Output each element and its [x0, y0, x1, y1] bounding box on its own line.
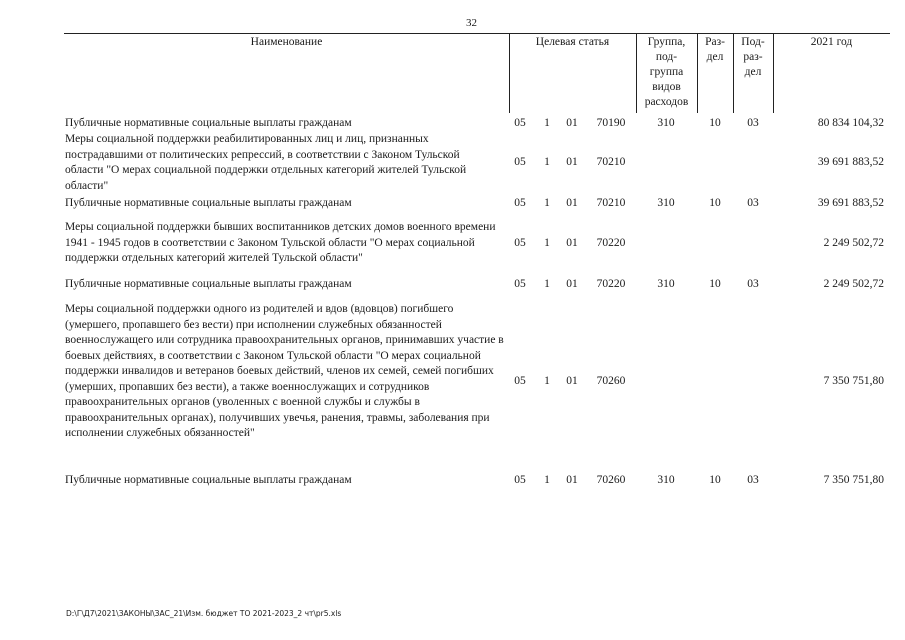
- row-code-3: 01: [566, 156, 578, 168]
- row-name: Меры социальной поддержки одного из родителей и вдов (вдовцов) погибшего (умершего, пропавшего без вести) при исполнении служебных обязанностей военнослужащего или сотрудника правоохранительных органов, принимавших участие в боевых действиях, в соответствии с Законом Тульской области "О мерах социальной поддержки инвалидов и ветеранов боевых действий, членов их семей, семей погибших (умерших, пропавших без вести), а также военнослужащих и сотрудников правоохранительных органов (уволенных с военной службы и службы в правоохранительных органах), получивших увечья, ранения, травмы, заболевания при исполнении служебных обязанностей": [65, 303, 504, 439]
- row-amount: 2 249 502,72: [823, 237, 884, 249]
- row-code-3: 01: [566, 474, 578, 486]
- row-code-2: 1: [544, 237, 550, 249]
- row-code-3: 01: [566, 117, 578, 129]
- row-code-2: 1: [544, 117, 550, 129]
- header-subsection: Под- раз- дел: [741, 36, 765, 78]
- header-section: Раз- дел: [705, 36, 725, 63]
- row-section: 10: [709, 197, 721, 209]
- row-subsection: 03: [747, 474, 759, 486]
- row-subsection: 03: [747, 197, 759, 209]
- header-target-article: Целевая статья: [535, 36, 610, 48]
- row-code-1: 05: [514, 117, 526, 129]
- row-name: Меры социальной поддержки реабилитированных лиц и лиц, признанных пострадавшими от политических репрессий, в соответствии с Законом Тульской области "О мерах социальной поддержки отдельных категорий жителей Тульской области": [65, 133, 467, 192]
- row-name: Публичные нормативные социальные выплаты гражданам: [65, 278, 352, 290]
- page-number: 32: [466, 17, 477, 29]
- row-code-1: 05: [514, 474, 526, 486]
- header-top-border: [64, 33, 890, 34]
- row-code-2: 1: [544, 474, 550, 486]
- row-amount: 7 350 751,80: [823, 375, 884, 387]
- row-code-4: 70260: [596, 474, 626, 486]
- row-subsection: 03: [747, 278, 759, 290]
- row-amount: 2 249 502,72: [823, 278, 884, 290]
- row-code-1: 05: [514, 278, 526, 290]
- row-code-2: 1: [544, 278, 550, 290]
- row-section: 10: [709, 278, 721, 290]
- row-code-4: 70260: [596, 375, 626, 387]
- header-year: 2021 год: [810, 36, 853, 48]
- row-amount: 80 834 104,32: [817, 117, 884, 129]
- row-name: Публичные нормативные социальные выплаты гражданам: [65, 474, 352, 486]
- row-section: 10: [709, 117, 721, 129]
- row-code-2: 1: [544, 375, 550, 387]
- header-name: Наименование: [250, 36, 323, 48]
- row-name: Меры социальной поддержки бывших воспитанников детских домов военного времени 1941 - 1945 годов в соответствии с Законом Тульской области "О мерах социальной поддержки отдельных категорий жителей Тульской области": [65, 221, 496, 264]
- row-code-1: 05: [514, 237, 526, 249]
- row-code-4: 70210: [596, 197, 626, 209]
- row-amount: 39 691 883,52: [817, 197, 884, 209]
- row-code-4: 70190: [596, 117, 626, 129]
- row-code-2: 1: [544, 156, 550, 168]
- header-expense-group: Группа, под- группа видов расходов: [644, 36, 689, 108]
- row-group: 310: [657, 197, 675, 209]
- row-section: 10: [709, 474, 721, 486]
- file-path-footer: D:\Г\Д7\2021\ЗАКОНЫ\ЗАС_21\Изм. бюджет ТО 2021-2023_2 чт\pr5.xls: [66, 609, 342, 618]
- row-subsection: 03: [747, 117, 759, 129]
- row-group: 310: [657, 474, 675, 486]
- row-name: Публичные нормативные социальные выплаты гражданам: [65, 117, 352, 129]
- row-code-1: 05: [514, 375, 526, 387]
- row-amount: 7 350 751,80: [823, 474, 884, 486]
- row-code-4: 70220: [596, 278, 626, 290]
- row-amount: 39 691 883,52: [817, 156, 884, 168]
- row-code-1: 05: [514, 156, 526, 168]
- row-code-3: 01: [566, 197, 578, 209]
- row-code-1: 05: [514, 197, 526, 209]
- row-code-3: 01: [566, 375, 578, 387]
- row-code-4: 70220: [596, 237, 626, 249]
- row-group: 310: [657, 117, 675, 129]
- row-code-4: 70210: [596, 156, 626, 168]
- row-name: Публичные нормативные социальные выплаты гражданам: [65, 197, 352, 209]
- row-code-3: 01: [566, 278, 578, 290]
- row-code-2: 1: [544, 197, 550, 209]
- row-group: 310: [657, 278, 675, 290]
- row-code-3: 01: [566, 237, 578, 249]
